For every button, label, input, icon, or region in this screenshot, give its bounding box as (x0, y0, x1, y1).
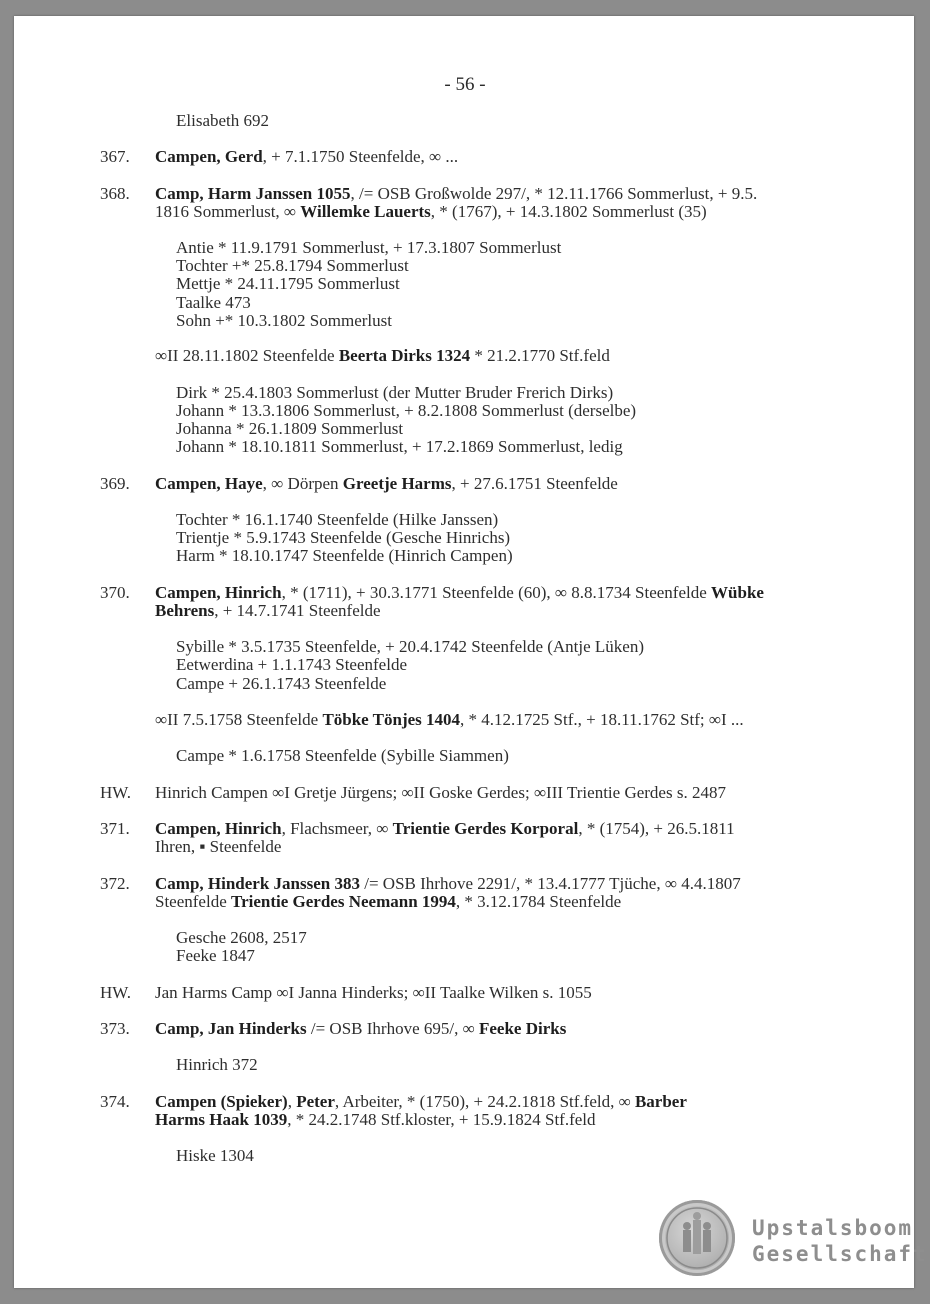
text-line: Harms Haak 1039, * 24.2.1748 Stf.kloster, + 15.9.1824 Stf.feld (155, 1110, 596, 1129)
text-line: Steenfelde Trientie Gerdes Neemann 1994, * 3.12.1784 Steenfelde (155, 892, 622, 911)
text-line: Taalke 473 (176, 293, 251, 312)
entry-number: 370. (100, 583, 130, 602)
text-line: Johann * 18.10.1811 Sommerlust, + 17.2.1869 Sommerlust, ledig (176, 437, 623, 456)
text-line: Campen (Spieker), Peter, Arbeiter, * (1750), + 24.2.1818 Stf.feld, ∞ Barber (155, 1092, 687, 1111)
page-number: - 56 - (444, 74, 486, 95)
entry-number: 369. (100, 474, 130, 493)
text-line: ∞II 7.5.1758 Steenfelde Töbke Tönjes 1404, * 4.12.1725 Stf., + 18.11.1762 Stf; ∞I ... (155, 710, 744, 729)
text-line: Campen, Haye, ∞ Dörpen Greetje Harms, + 27.6.1751 Steenfelde (155, 474, 618, 493)
text-line: Harm * 18.10.1747 Steenfelde (Hinrich Campen) (176, 546, 513, 565)
entry-number: 372. (100, 874, 130, 893)
text-line: Camp, Hinderk Janssen 383 /= OSB Ihrhove 2291/, * 13.4.1777 Tjüche, ∞ 4.4.1807 (155, 874, 741, 893)
text-line: Mettje * 24.11.1795 Sommerlust (176, 274, 400, 293)
seal-figures-icon (659, 1200, 735, 1276)
text-line: Campe * 1.6.1758 Steenfelde (Sybille Siammen) (176, 746, 509, 765)
entry-number: 373. (100, 1019, 130, 1038)
text-line: Sohn +* 10.3.1802 Sommerlust (176, 311, 392, 330)
text-line: Trientje * 5.9.1743 Steenfelde (Gesche Hinrichs) (176, 528, 511, 547)
text-line: Dirk * 25.4.1803 Sommerlust (der Mutter Bruder Frerich Dirks) (176, 383, 614, 402)
text-line: Johann * 13.3.1806 Sommerlust, + 8.2.1808 Sommerlust (derselbe) (176, 401, 637, 420)
seal-logo-icon (659, 1200, 735, 1276)
text-line: Camp, Jan Hinderks /= OSB Ihrhove 695/, ∞ Feeke Dirks (155, 1019, 567, 1038)
text-line: 1816 Sommerlust, ∞ Willemke Lauerts, * (1767), + 14.3.1802 Sommerlust (35) (155, 202, 707, 221)
text-line: Campen, Gerd, + 7.1.1750 Steenfelde, ∞ ... (155, 147, 459, 166)
text-line: Camp, Harm Janssen 1055, /= OSB Großwolde 297/, * 12.11.1766 Sommerlust, + 9.5. (155, 184, 758, 203)
text-line: ∞II 28.11.1802 Steenfelde Beerta Dirks 1324 * 21.2.1770 Stf.feld (155, 346, 610, 365)
entry-number: 368. (100, 184, 130, 203)
text-line: Tochter * 16.1.1740 Steenfelde (Hilke Janssen) (176, 510, 499, 529)
text-line: Ihren, ▪ Steenfelde (155, 837, 282, 856)
text-line: Hiske 1304 (176, 1146, 254, 1165)
text-line: Campe + 26.1.1743 Steenfelde (176, 674, 387, 693)
text-line: Campen, Hinrich, * (1711), + 30.3.1771 Steenfelde (60), ∞ 8.8.1734 Steenfelde Wübke (155, 583, 764, 602)
text-line: Sybille * 3.5.1735 Steenfelde, + 20.4.1742 Steenfelde (Antje Lüken) (176, 637, 645, 656)
text-line: Jan Harms Camp ∞I Janna Hinderks; ∞II Taalke Wilken s. 1055 (155, 983, 592, 1002)
entry-number: HW. (100, 983, 132, 1002)
text-line: Elisabeth 692 (176, 111, 270, 130)
text-line: Johanna * 26.1.1809 Sommerlust (176, 419, 404, 438)
text-line: Feeke 1847 (176, 946, 255, 965)
text-line: Eetwerdina + 1.1.1743 Steenfelde (176, 655, 407, 674)
text-line: Tochter +* 25.8.1794 Sommerlust (176, 256, 409, 275)
text-line: Gesche 2608, 2517 (176, 928, 307, 947)
text-line: Campen, Hinrich, Flachsmeer, ∞ Trientie Gerdes Korporal, * (1754), + 26.5.1811 (155, 819, 735, 838)
text-line: Behrens, + 14.7.1741 Steenfelde (155, 601, 381, 620)
text-line: Antie * 11.9.1791 Sommerlust, + 17.3.1807 Sommerlust (176, 238, 562, 257)
text-line: Hinrich 372 (176, 1055, 258, 1074)
entry-number: 367. (100, 147, 130, 166)
logo-text-line1: Upstalsboom (752, 1216, 914, 1240)
logo-text-line2: Gesellschaft (752, 1242, 928, 1266)
entry-number: 374. (100, 1092, 130, 1111)
text-line: Hinrich Campen ∞I Gretje Jürgens; ∞II Goske Gerdes; ∞III Trientie Gerdes s. 2487 (155, 783, 726, 802)
entry-number: 371. (100, 819, 130, 838)
entry-number: HW. (100, 783, 132, 802)
